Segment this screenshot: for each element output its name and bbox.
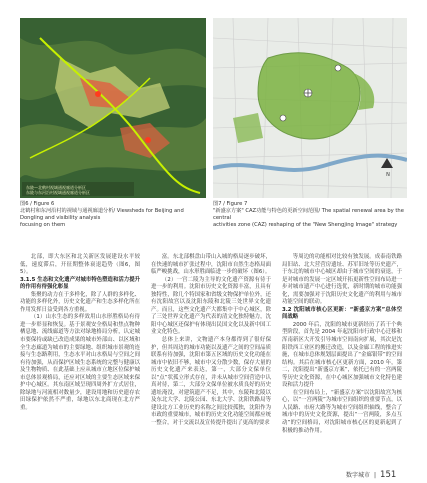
caz-renewal-map bbox=[213, 18, 407, 198]
paragraph: 集聚的动力在于多样化，除了人群的多样化、功能的多样化外，历史文化遗产和生态多样化所在作用发挥日益受到各方重视。 bbox=[20, 291, 140, 313]
text-column-3 bbox=[282, 254, 402, 435]
page-footer bbox=[346, 470, 396, 480]
section-heading: 3.1.5 生态和文化遗产对城市特色塑造和活力提升的作用有待强化彰显 bbox=[20, 276, 140, 291]
viewshed-map bbox=[20, 18, 206, 198]
text-column-2 bbox=[151, 254, 271, 428]
page-number: 151 bbox=[380, 470, 397, 480]
legend-item-2: 东陵与东河沿村视域通视廊道分析区 bbox=[26, 190, 90, 195]
paragraph: 富。东北部棋盘山带山入城的格局逐步破坏，在快速的城市扩张过程中，沈阳市自然生态格局面临严峻挑战，山水形胜面临进一步的破坏（图6）。 bbox=[151, 254, 271, 276]
paragraph: （2）一宫二陵为主导的文化遗产资源有待于进一步的利用。沈阳市历史文化资源丰富，且具有独特性，除几个特国家和省级文物保护单位外，还有沈阳故宫以及沈阳东陵和北陵三处世界文化遗产。而且，这些文化遗产大都集中于中心城区，除了三处世界文化遗产为代表的清文化独特魅力，沈阳中心城区还保护有体现出民国文化以及新中国工业文化特色。 bbox=[151, 276, 271, 336]
caption-line: 北鹤村和东河沿村的视域与通视廊道分析/ Viewsheds for Beijing and Dongling and visibility analysis bbox=[20, 208, 184, 221]
caption-line: activities zone (CAZ) reshaping of the "New Shengjing Image" strategy bbox=[213, 222, 398, 228]
text-column-1 bbox=[20, 254, 140, 412]
paragraph: 北部，即大东区和北关新区发展建设水平较低，速度滞后，开征期整体衰退趋势（图6，图5）。 bbox=[20, 254, 140, 276]
figure-6-caption bbox=[20, 201, 206, 229]
figure-6-image bbox=[20, 18, 206, 198]
paragraph: 2000 年后，沈阳的城市更新经历了若干个典型阶段，首先是 2004 年起沈阳市行政中心迁移和浑南新区大开发引导城市空间南向扩展，其次是沈阳铁西工业区的搬迁改造，以及金廊工程的推进实施，在城市总体规划层面提出了“金廊银带”的空间结构。其后在城市核心区更新方面，2010 年，第二，沈阳提出“新盛京方案”，依托已有的一宫两陵等历史文化资源，在中心城区加强城市文化特色建设和活力提升 bbox=[282, 321, 402, 389]
svg-text:N: N bbox=[386, 172, 390, 178]
figure-7-caption bbox=[213, 201, 407, 229]
paragraph: （1）山水生态的多样效用山水形胜格局有待进一步彰显和恢复。基于景观安全格局和焦点物种栖息地、流线廊道等方法对绿地格局分析，认定城市要保持或缺已改造成果的城市外部山、以区域和全生态廊道为城市的主要绿地、组织城市景观的连接与生态路利用，生态水平对山水格局与空间之间有待加强，从而保护区域生态系统的完整与健康以及生物物质、在此基础上应从城市立地区位保护城市总体景观格局，还应对区域的主要生态区域来保护中心城区。其东南区域呈现四周外扩方式居住，除绿地与河流相对数量少，建设用地和历史遗存农田绿保护依然不严重，绿地以东北商现在北方严重。 bbox=[20, 314, 140, 411]
figure-7-image bbox=[213, 18, 407, 198]
journal-label: 数字城市 bbox=[346, 472, 371, 479]
paragraph: 等周边的功能相对比较有独发展。成泰南铁路局旧站、北大营营房遗址、苏军旧址等历史遗产，于东北的城市中心城区却由于城市空间的衰退，于是对城市的发展一定区域开拓更新性空间布局进一步对城市遗产中心进行选优，新时期的城市功能强化，需要加强对于沈阳历史文化遗产的利用与城市功能空间的联动。 bbox=[282, 254, 402, 306]
caption-line: 图6 / Figure 6 bbox=[20, 201, 55, 207]
caption-line: "新盛京方案" CAZ功能与特色的更新空间范围/ The spatial renewal area by the central bbox=[213, 208, 404, 221]
section-heading: 3.2 沈阳城市核心区更新：“新盛京方案”总体空间战略 bbox=[282, 306, 402, 321]
legend-item-1: 东陵—北鹤村视域通视廊道分析区 bbox=[26, 185, 86, 190]
paragraph: 总体上来讲，文物遗产本身都得到了很好保护，但其周边的城市功能以及遗产之间的空间品质联系有待加强，沈阳市第五区域的历史文化功能在城市中依旧不够，城市中又分散少数，保存大量的历史文化遗产来表达，第一，大部分文保单位以“点”状孤立形式存在，并未从城市空间营造中认真对待，第二，大部分文保单位被水质良好的历史遗址淹没，对建筑遗产不足，其中，东陵和北陵以及东北大学、北陵公园、东北大学、沈阳铁路局等建设北方工业历史的名称之间比较孤独，沈阳作为市政的重要城市，城市的历史文化功能空间都应统一整合，对于交流以及宣传提升提出了更高的要求 bbox=[151, 337, 271, 427]
paragraph: 在空间布局上，“新盛京方案”以沈阳故宫为核心，以“一宫两陵”为城市空间组织的重要节点，以人民路、市府大路等为城市空间组织轴线，整合了城市中的历史文化资源，提出“一宫两陵，多点互动”的空间格局，对沈阳城市核心区的更新起到了积极的推动作用。 bbox=[282, 389, 402, 434]
caption-line: focusing on them bbox=[20, 222, 66, 228]
caption-line: 图7 / Figure 7 bbox=[213, 201, 248, 207]
footer-divider: | bbox=[374, 472, 377, 479]
